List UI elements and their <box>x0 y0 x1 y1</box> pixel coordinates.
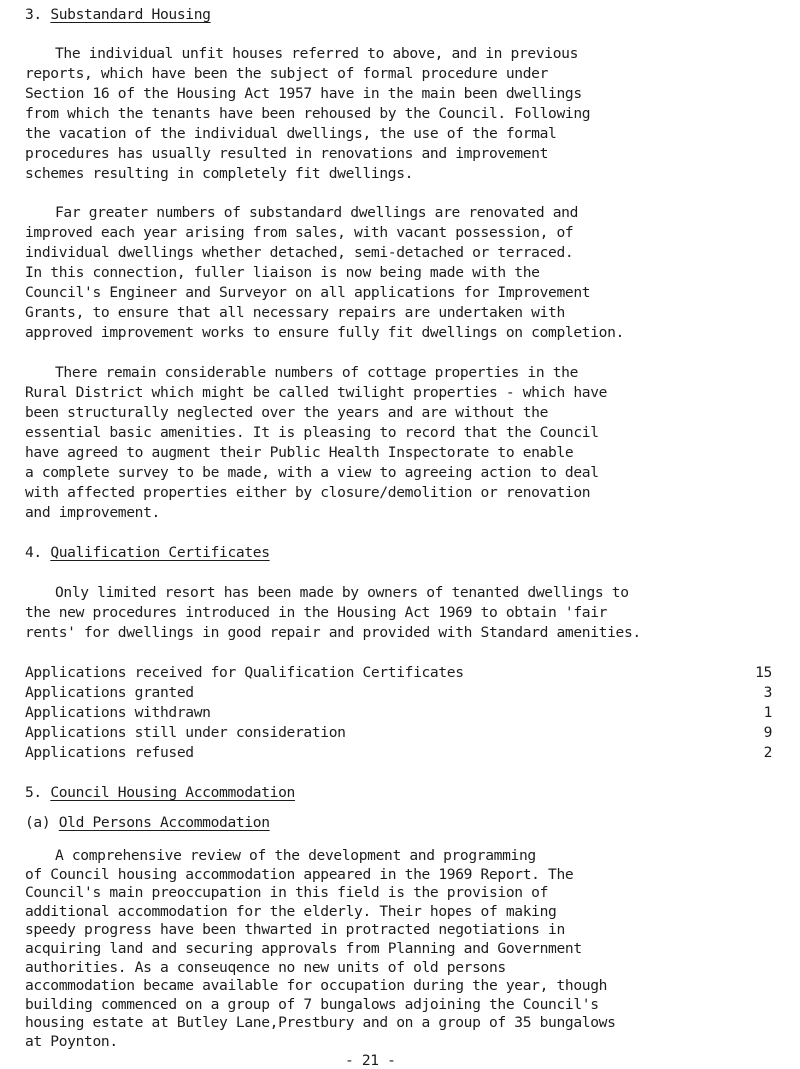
paragraph-line: have agreed to augment their Public Health Inspectorate to enable <box>25 444 574 461</box>
stat-label: Applications received for Qualification Certificates <box>25 664 464 681</box>
paragraph-line: individual dwellings whether detached, semi-detached or terraced. <box>25 244 574 261</box>
section-title: Qualification Certificates <box>50 544 270 561</box>
stat-value: 9 <box>763 724 772 741</box>
section-title: Substandard Housing <box>50 6 211 23</box>
paragraph-line: speedy progress have been thwarted in protracted negotiations in <box>25 921 565 939</box>
paragraph-line: authorities. As a conseuqence no new units of old persons <box>25 958 506 976</box>
paragraph-line: and improvement. <box>25 504 160 521</box>
paragraph-line: There remain considerable numbers of cottage properties in the <box>55 364 579 381</box>
paragraph-line: at Poynton. <box>25 1033 118 1050</box>
paragraph-line: Rural District which might be called twilight properties - which have <box>25 384 608 401</box>
section-5-heading <box>25 783 295 803</box>
paragraph-line: A comprehensive review of the development and programming <box>55 847 536 864</box>
subsection-marker: (a) <box>25 814 51 831</box>
stat-value: 15 <box>755 664 772 681</box>
paragraph-line: acquiring land and securing approvals from Planning and Government <box>25 940 582 957</box>
paragraph-line: been structurally neglected over the years and are without the <box>25 404 549 421</box>
section-number: 3. <box>25 6 42 23</box>
paragraph-line: a complete survey to be made, with a view to agreeing action to deal <box>25 464 599 481</box>
paragraph-line: Council's main preoccupation in this field is the provision of <box>25 884 549 902</box>
paragraph-line: Council's Engineer and Surveyor on all applications for Improvement <box>25 284 591 301</box>
paragraph-line: with affected properties either by closure/demolition or renovation <box>25 484 591 501</box>
paragraph-line: the new procedures introduced in the Housing Act 1969 to obtain 'fair <box>25 604 608 621</box>
subsection-title: Old Persons Accommodation <box>58 814 270 831</box>
paragraph-line: reports, which have been the subject of formal procedure under <box>25 65 549 82</box>
paragraph-line: building commenced on a group of 7 bungalows adjoining the Council's <box>25 995 599 1013</box>
paragraph-line: accommodation became available for occupation during the year, though <box>25 977 608 995</box>
stat-label: Applications refused <box>25 744 194 761</box>
paragraph-line: schemes resulting in completely fit dwellings. <box>25 165 414 182</box>
stat-label: Applications withdrawn <box>25 704 211 721</box>
stat-label: Applications granted <box>25 684 194 701</box>
paragraph-line: from which the tenants have been rehoused by the Council. Following <box>25 105 591 122</box>
section-4-heading <box>25 543 270 563</box>
paragraph-line: Grants, to ensure that all necessary repairs are undertaken with <box>25 304 565 321</box>
stat-value: 2 <box>763 744 772 761</box>
page-number: - 21 - <box>345 1051 396 1069</box>
paragraph-line: of Council housing accommodation appeared in the 1969 Report. The <box>25 865 574 883</box>
paragraph-line: improved each year arising from sales, with vacant possession, of <box>25 224 574 241</box>
section-title: Council Housing Accommodation <box>50 784 295 801</box>
section-number: 5. <box>25 784 42 801</box>
stat-value: 3 <box>763 684 772 701</box>
section-number: 4. <box>25 544 42 561</box>
paragraph-line: Far greater numbers of substandard dwellings are renovated and <box>55 204 579 221</box>
paragraph-line: procedures has usually resulted in renovations and improvement <box>25 145 549 162</box>
subsection-a-heading <box>25 813 270 833</box>
stat-value: 1 <box>763 704 772 721</box>
paragraph-line: additional accommodation for the elderly. Their hopes of making <box>25 902 557 920</box>
paragraph-line: Only limited resort has been made by owners of tenanted dwellings to <box>55 584 629 601</box>
paragraph-line: essential basic amenities. It is pleasing to record that the Council <box>25 424 599 441</box>
paragraph-line: In this connection, fuller liaison is now being made with the <box>25 264 540 281</box>
stat-label: Applications still under consideration <box>25 724 346 741</box>
paragraph-line: the vacation of the individual dwellings, the use of the formal <box>25 125 557 142</box>
section-3-heading <box>25 5 211 25</box>
paragraph-line: rents' for dwellings in good repair and provided with Standard amenities. <box>25 624 641 641</box>
paragraph-line: Section 16 of the Housing Act 1957 have in the main been dwellings <box>25 85 582 102</box>
paragraph-line: approved improvement works to ensure fully fit dwellings on completion. <box>25 324 624 341</box>
paragraph-line: The individual unfit houses referred to above, and in previous <box>55 45 579 62</box>
paragraph-line: housing estate at Butley Lane,Prestbury and on a group of 35 bungalows <box>25 1014 616 1032</box>
